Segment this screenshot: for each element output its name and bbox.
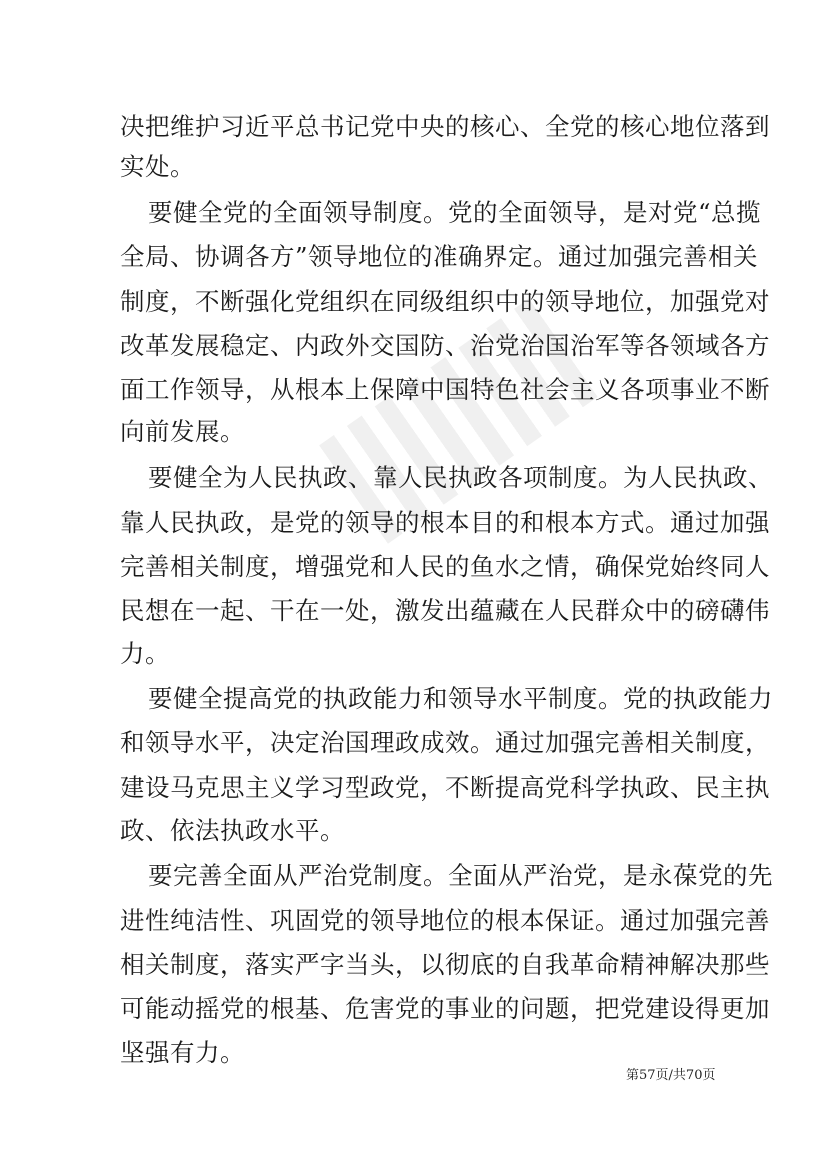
text-line: 相关制度，落实严字当头，以彻底的自我革命精神解决那些: [120, 950, 770, 979]
text-line: 可能动摇党的根基、危害党的事业的问题，把党建设得更加: [120, 994, 770, 1023]
text-line: 靠人民执政，是党的领导的根本目的和根本方式。通过加强: [120, 508, 770, 537]
text-line: 面工作领导，从根本上保障中国特色社会主义各项事业不断: [120, 375, 770, 404]
paragraph-start-line: 要完善全面从严治党制度。全面从严治党，是永葆党的先: [148, 861, 773, 890]
text-line: 进性纯洁性、巩固党的领导地位的根本保证。通过加强完善: [120, 906, 770, 935]
text-line: 制度，不断强化党组织在同级组织中的领导地位，加强党对: [120, 287, 770, 316]
text-line: 改革发展稳定、内政外交国防、治党治国治军等各领域各方: [120, 331, 770, 360]
text-line: 和领导水平，决定治国理政成效。通过加强完善相关制度，: [120, 728, 770, 757]
paragraph-start-line: 要健全为人民执政、靠人民执政各项制度。为人民执政、: [148, 463, 773, 492]
text-line: 政、依法执政水平。: [120, 816, 345, 845]
paragraph-start-line: 要健全提高党的执政能力和领导水平制度。党的执政能力: [148, 684, 773, 713]
text-line: 坚强有力。: [120, 1038, 245, 1067]
text-line: 决把维护习近平总书记党中央的核心、全党的核心地位落到: [120, 112, 770, 141]
text-line: 完善相关制度，增强党和人民的鱼水之情，确保党始终同人: [120, 552, 770, 581]
text-line: 力。: [120, 639, 170, 668]
text-line: 全局、协调各方”领导地位的准确界定。通过加强完善相关: [120, 242, 759, 271]
text-line: 实处。: [120, 152, 195, 181]
text-line: 向前发展。: [120, 417, 245, 446]
text-line: 民想在一起、干在一处，激发出蕴藏在人民群众中的磅礴伟: [120, 596, 770, 625]
page-number-footer: 第57页/共70页: [626, 1068, 716, 1083]
paragraph-start-line: 要健全党的全面领导制度。党的全面领导，是对党“总揽: [148, 198, 762, 227]
text-line: 建设马克思主义学习型政党，不断提高党科学执政、民主执: [120, 773, 770, 802]
